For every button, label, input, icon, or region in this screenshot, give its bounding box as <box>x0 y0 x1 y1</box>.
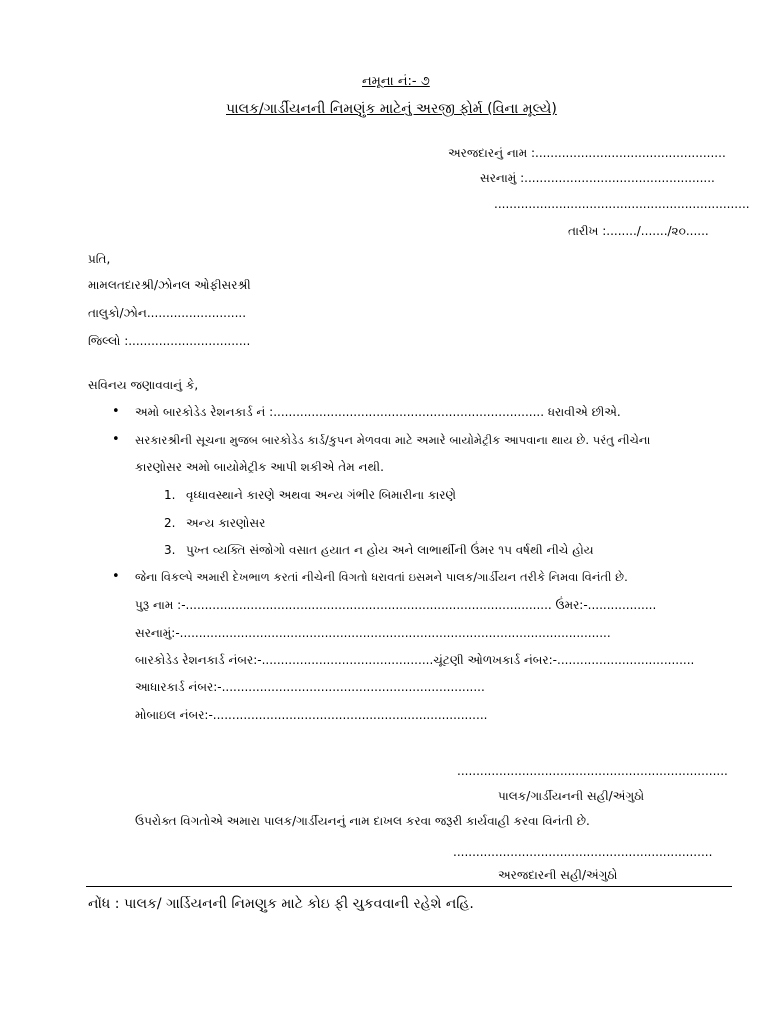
request-statement: ઉપરોક્ત વિગતોએ અમારા પાલક/ગાર્ડીયનનું નામ દાખલ કરવા જરૂરી કાર્યવાહી કરવા વિનંતી છે. <box>135 814 590 828</box>
date-line: તારીખ :......../......./૨૦...... <box>568 224 709 238</box>
reason-number: 1. <box>164 488 176 502</box>
form-number: નમૂના નં:- ૭ <box>362 74 430 89</box>
reason-number: 2. <box>164 516 176 530</box>
recipient-to: પ્રતિ, <box>88 252 111 266</box>
form-title: પાલક/ગાર્ડીયનની નિમણુંક માટેનું અરજી ફોર્મ (વિના મૂલ્યે) <box>226 101 557 117</box>
applicant-address-line: સરનામું :.................................................. <box>480 171 715 185</box>
bullet-biometric-continuation: કારણોસર અમો બાયોમેટ્રીક આપી શકીએ તેમ નથી. <box>135 460 384 474</box>
salutation: સવિનય જણાવવાનું કે, <box>88 378 199 392</box>
recipient-district: જિલ્લો :................................ <box>88 334 251 348</box>
bullet-icon: • <box>112 569 120 584</box>
reason-item: અન્ય કારણોસર <box>186 516 266 530</box>
reason-number: 3. <box>164 543 176 557</box>
applicant-name-line: અરજદારનું નામ :.................................................. <box>448 146 726 160</box>
applicant-signature-line: .................................................................... <box>453 845 713 859</box>
bullet-icon: • <box>112 432 120 447</box>
guardian-full-name-field: પુરૂ નામ :-................................................................................................ ઉંમર:-.................. <box>135 598 657 612</box>
recipient-taluka: તાલુકો/ઝોન.......................... <box>88 306 247 320</box>
bullet-icon: • <box>112 404 120 419</box>
guardian-mobile-field: મોબાઇલ નંબર:-........................................................................ <box>135 708 488 722</box>
recipient-officer: મામલતદારશ્રી/ઝોનલ ઓફીસરશ્રી <box>88 278 251 292</box>
guardian-aadhaar-field: આધારકાર્ડ નંબર:-..................................................................... <box>135 680 485 694</box>
reason-item: પુખ્ત વ્યક્તિ સંજોગો વસાત હયાત ન હોય અને લાભાર્થીની ઉંમર ૧૫ વર્ષથી નીચે હોય <box>186 543 594 557</box>
bullet-guardian-request: જેના વિકલ્પે અમારી દેખભાળ કરતાં નીચેની વિગતો ધરાવતાં ઇસમને પાલક/ગાર્ડીયન તરીકે નિમવા વિનંતી છે. <box>135 570 628 584</box>
guardian-address-field: સરનામું:-................................................................................................................. <box>135 626 611 640</box>
footer-note: નોંધ : પાલક/ ગાર્ડિયનની નિમણુક માટે કોઇ ફી ચુકવવાની રહેશે નહિ. <box>88 896 474 912</box>
applicant-signature-label: અરજદારની સહી/અંગુઠો <box>498 868 618 882</box>
guardian-signature-line: ....................................................................... <box>457 764 728 778</box>
guardian-ration-card-field: બારકોડેડ રેશનકાર્ડ નંબર:-.............................................ચૂંટણી ઓળખકાર્ડ નંબર:-.................................... <box>135 653 695 667</box>
bullet-biometric: સરકારશ્રીની સૂચના મુજબ બારકોડેડ કાર્ડ/કુપન મેળવવા માટે અમારે બાયોમેટ્રીક આપવાના થાય છે. પરંતુ નીચેના <box>135 433 651 447</box>
separator-line <box>86 886 732 887</box>
bullet-ration-card: અમો બારકોડેડ રેશનકાર્ડ નં :....................................................................... ધરાવીએ છીએ. <box>135 405 621 419</box>
guardian-signature-label: પાલક/ગાર્ડીયનની સહી/અંગુઠો <box>498 789 645 803</box>
applicant-address-line-2: ................................................................... <box>494 197 750 211</box>
reason-item: વૃધ્ધાવસ્થાને કારણે અથવા અન્ય ગંભીર બિમારીના કારણે <box>186 488 456 502</box>
